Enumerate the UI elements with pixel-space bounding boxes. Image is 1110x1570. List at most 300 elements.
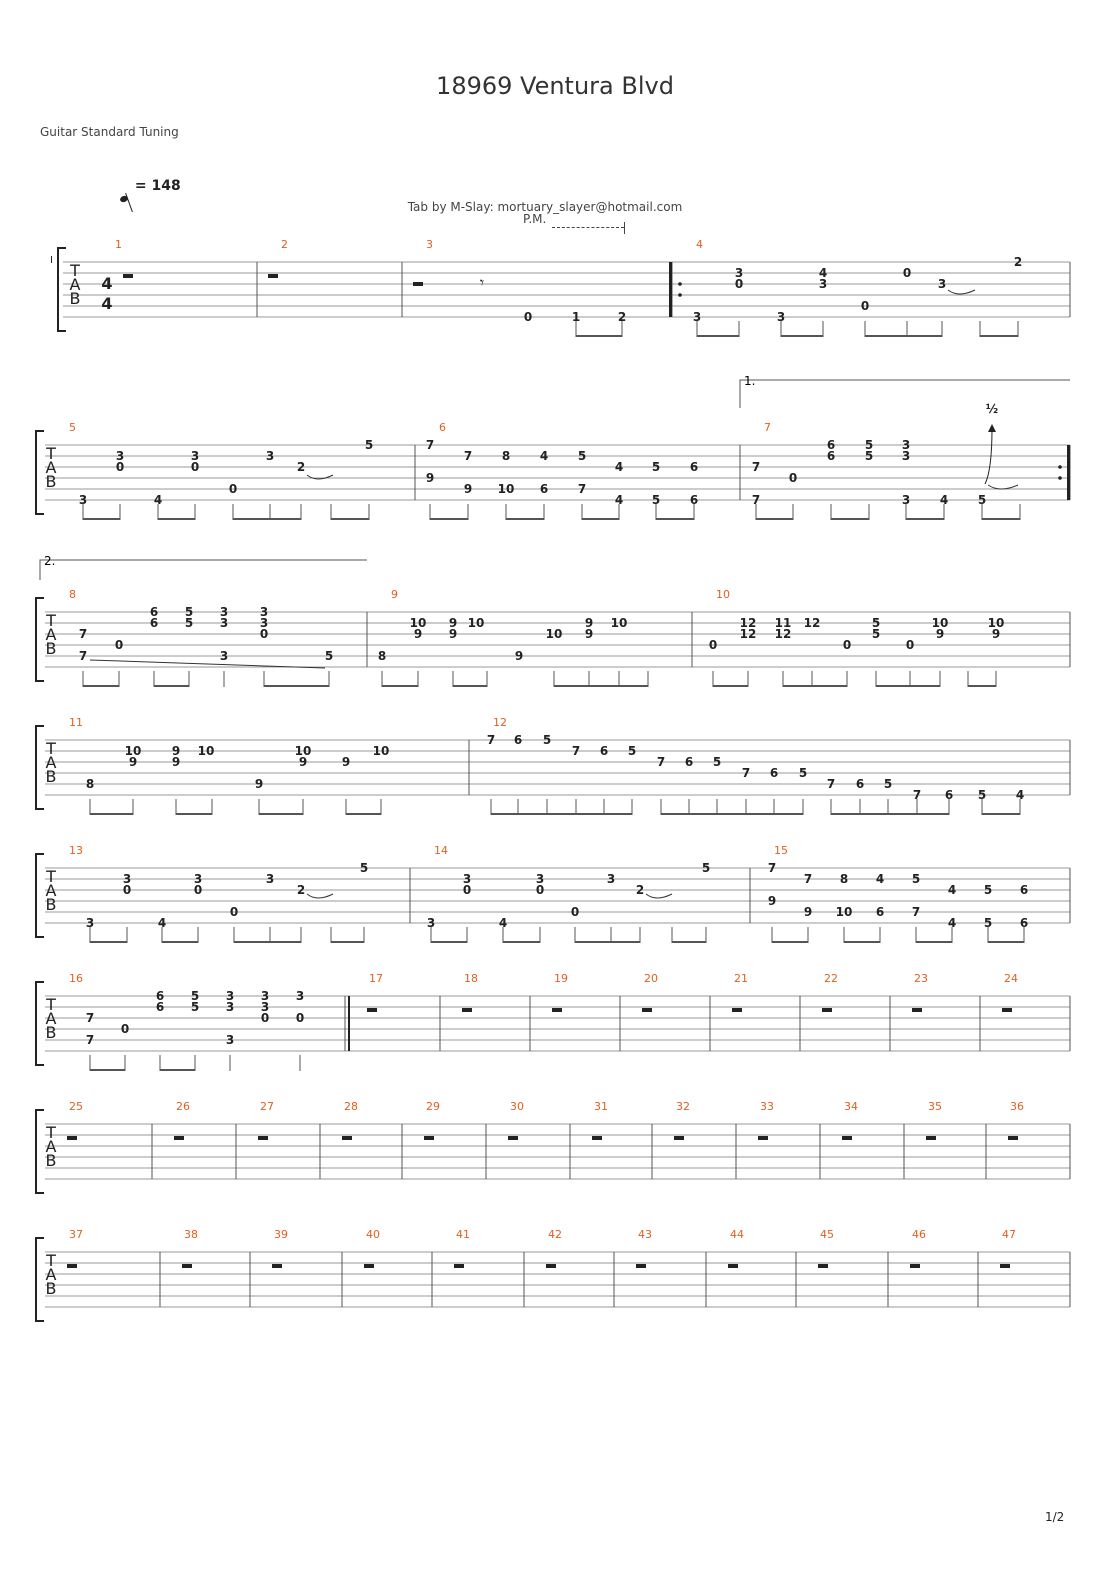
fret-number: 6 xyxy=(855,777,865,791)
fret-number: 9 xyxy=(298,755,308,769)
measure-number: 8 xyxy=(69,588,76,601)
track-label: I xyxy=(50,255,53,266)
note-beam xyxy=(90,813,133,815)
repeat-dot xyxy=(678,282,682,286)
repeat-thick-bar xyxy=(669,262,672,317)
fret-number: 5 xyxy=(871,627,881,641)
rest-mark xyxy=(413,282,423,286)
fret-number: 9 xyxy=(584,616,594,630)
fret-number: 6 xyxy=(1019,883,1029,897)
fret-number: 8 xyxy=(85,777,95,791)
note-beam xyxy=(83,685,119,687)
note-beam xyxy=(831,518,869,520)
rest-mark xyxy=(342,1136,352,1140)
fret-number: 12 xyxy=(803,616,821,630)
note-beam xyxy=(982,813,1020,815)
tab-clef-letter: B xyxy=(45,1151,57,1170)
note-beam xyxy=(331,941,364,943)
note-beam xyxy=(906,518,944,520)
measure-number: 5 xyxy=(69,421,76,434)
tab-clef-letter: A xyxy=(45,625,57,644)
fret-number: 5 xyxy=(184,616,194,630)
fret-number: 3 xyxy=(225,1000,235,1014)
fret-number: 5 xyxy=(184,605,194,619)
note-beam xyxy=(162,941,198,943)
fret-number: 2 xyxy=(296,883,306,897)
rest-mark xyxy=(1002,1008,1012,1012)
fret-number: 5 xyxy=(190,989,200,1003)
fret-number: 12 xyxy=(739,627,757,641)
palm-mute-label: P.M. xyxy=(523,212,547,226)
tab-clef-letter: T xyxy=(46,739,56,758)
fret-number: 0 xyxy=(535,883,545,897)
fret-number: 6 xyxy=(689,460,699,474)
note-beam xyxy=(176,813,212,815)
tab-credit: Tab by M-Slay: mortuary_slayer@hotmail.com xyxy=(407,200,683,214)
fret-number: 5 xyxy=(883,777,893,791)
volta-label-2: 2. xyxy=(44,554,56,568)
fret-number: 6 xyxy=(826,438,836,452)
note-beam xyxy=(90,1069,125,1071)
fret-number: 0 xyxy=(229,905,239,919)
measure-number: 38 xyxy=(184,1228,198,1241)
note-beam xyxy=(431,941,467,943)
note-beam xyxy=(865,335,942,337)
measure-number: 32 xyxy=(676,1100,690,1113)
fret-number: 9 xyxy=(448,627,458,641)
tab-clef-letter: B xyxy=(45,1023,57,1042)
fret-number: 6 xyxy=(539,482,549,496)
fret-number: 6 xyxy=(599,744,609,758)
note-beam xyxy=(980,335,1018,337)
fret-number: 3 xyxy=(776,310,786,324)
fret-number: 0 xyxy=(259,627,269,641)
fret-number: 4 xyxy=(818,266,828,280)
note-beam xyxy=(876,685,940,687)
rest-mark xyxy=(367,1008,377,1012)
tab-clef-letter: T xyxy=(46,867,56,886)
fret-number: 7 xyxy=(85,1033,95,1047)
fret-number: 5 xyxy=(651,493,661,507)
measure-number: 43 xyxy=(638,1228,652,1241)
volta-bracket-1 xyxy=(740,380,1070,408)
tuning-label: Guitar Standard Tuning xyxy=(40,125,179,139)
time-signature-top: 4 xyxy=(101,274,113,293)
fret-number: 7 xyxy=(425,438,435,452)
fret-number: 2 xyxy=(1013,255,1023,269)
fret-number: 6 xyxy=(513,733,523,747)
fret-number: 8 xyxy=(501,449,511,463)
fret-number: 3 xyxy=(219,616,229,630)
rest-mark xyxy=(910,1264,920,1268)
tab-clef-letter: B xyxy=(45,472,57,491)
tab-clef-letter: T xyxy=(46,1251,56,1270)
note-beam xyxy=(453,685,487,687)
fret-number: 0 xyxy=(114,638,124,652)
fret-number: 2 xyxy=(635,883,645,897)
note-beam xyxy=(844,941,880,943)
rest-mark xyxy=(818,1264,828,1268)
rest-mark xyxy=(123,274,133,278)
fret-number: 6 xyxy=(149,616,159,630)
tab-clef-letter: A xyxy=(45,1265,57,1284)
note-beam xyxy=(264,685,329,687)
rest-mark xyxy=(268,274,278,278)
fret-number: 12 xyxy=(774,627,792,641)
fret-number: 7 xyxy=(78,627,88,641)
system-bracket xyxy=(58,248,66,331)
fret-number: 3 xyxy=(937,277,947,291)
measure-number: 13 xyxy=(69,844,83,857)
fret-number: 0 xyxy=(570,905,580,919)
measure-number: 18 xyxy=(464,972,478,985)
note-beam xyxy=(756,518,793,520)
tab-clef-letter: B xyxy=(69,289,81,308)
fret-number: 3 xyxy=(219,605,229,619)
fret-number: 5 xyxy=(864,449,874,463)
tab-clef-letter: A xyxy=(45,881,57,900)
fret-number: 0 xyxy=(193,883,203,897)
fret-number: 10 xyxy=(610,616,628,630)
measure-number: 28 xyxy=(344,1100,358,1113)
rest-mark xyxy=(67,1136,77,1140)
note-beam xyxy=(233,518,301,520)
measure-number: 6 xyxy=(439,421,446,434)
fret-number: 6 xyxy=(155,989,165,1003)
note-beam xyxy=(988,941,1024,943)
note-beam xyxy=(503,941,540,943)
fret-number: 7 xyxy=(486,733,496,747)
tab-clef-letter: A xyxy=(69,275,81,294)
fret-number: 0 xyxy=(115,460,125,474)
measure-number: 12 xyxy=(493,716,507,729)
fret-number: 3 xyxy=(901,493,911,507)
fret-number: 3 xyxy=(692,310,702,324)
fret-number: 5 xyxy=(983,883,993,897)
tab-clef-letter: A xyxy=(45,1137,57,1156)
measure-number: 19 xyxy=(554,972,568,985)
fret-number: 4 xyxy=(939,493,949,507)
tab-clef-letter: T xyxy=(46,1123,56,1142)
volta-label-1: 1. xyxy=(744,374,756,388)
note-beam xyxy=(154,685,189,687)
rest-mark xyxy=(728,1264,738,1268)
system-bracket xyxy=(36,598,44,681)
tab-clef-letter: B xyxy=(45,767,57,786)
fret-number: 6 xyxy=(944,788,954,802)
rest-mark xyxy=(912,1008,922,1012)
rest-mark xyxy=(1008,1136,1018,1140)
measure-number: 41 xyxy=(456,1228,470,1241)
tab-clef-letter: A xyxy=(45,1009,57,1028)
note-beam xyxy=(234,941,301,943)
fret-number: 4 xyxy=(153,493,163,507)
measure-number: 9 xyxy=(391,588,398,601)
fret-number: 3 xyxy=(265,449,275,463)
measure-number: 34 xyxy=(844,1100,858,1113)
fret-number: 6 xyxy=(155,1000,165,1014)
rest-mark xyxy=(174,1136,184,1140)
fret-number: 3 xyxy=(606,872,616,886)
fret-number: 6 xyxy=(149,605,159,619)
fret-number: 0 xyxy=(122,883,132,897)
fret-number: 9 xyxy=(254,777,264,791)
fret-number: 5 xyxy=(977,493,987,507)
fret-number: 9 xyxy=(514,649,524,663)
fret-number: 5 xyxy=(911,872,921,886)
fret-number: 9 xyxy=(413,627,423,641)
measure-number: 44 xyxy=(730,1228,744,1241)
note-beam xyxy=(491,813,632,815)
rest-mark xyxy=(642,1008,652,1012)
fret-number: 5 xyxy=(651,460,661,474)
fret-number: 3 xyxy=(225,989,235,1003)
note-beam xyxy=(672,941,706,943)
fret-number: 3 xyxy=(426,916,436,930)
fret-number: 3 xyxy=(535,872,545,886)
song-title: 18969 Ventura Blvd xyxy=(436,72,674,100)
fret-number: 6 xyxy=(1019,916,1029,930)
repeat-dot xyxy=(1058,465,1062,469)
tie-arc xyxy=(646,894,672,898)
time-signature-bottom: 4 xyxy=(101,294,113,313)
fret-number: 5 xyxy=(712,755,722,769)
note-beam xyxy=(772,941,808,943)
note-beam xyxy=(554,685,648,687)
rest-mark xyxy=(258,1136,268,1140)
fret-number: 7 xyxy=(85,1011,95,1025)
note-beam xyxy=(576,335,622,337)
fret-number: 9 xyxy=(767,894,777,908)
fret-number: 9 xyxy=(448,616,458,630)
fret-number: 3 xyxy=(193,872,203,886)
note-beam xyxy=(259,813,303,815)
fret-number: 10 xyxy=(294,744,312,758)
measure-number: 39 xyxy=(274,1228,288,1241)
fret-number: 2 xyxy=(617,310,627,324)
bend-arrow-head xyxy=(988,424,996,432)
fret-number: 4 xyxy=(947,883,957,897)
measure-number: 45 xyxy=(820,1228,834,1241)
measure-number: 42 xyxy=(548,1228,562,1241)
fret-number: 7 xyxy=(751,493,761,507)
fret-number: 10 xyxy=(987,616,1005,630)
fret-number: 12 xyxy=(739,616,757,630)
fret-number: 4 xyxy=(1015,788,1025,802)
measure-number: 14 xyxy=(434,844,448,857)
fret-number: 5 xyxy=(190,1000,200,1014)
fret-number: 8 xyxy=(839,872,849,886)
fret-number: 10 xyxy=(545,627,563,641)
page-number: 1/2 xyxy=(1045,1510,1065,1524)
measure-number: 37 xyxy=(69,1228,83,1241)
fret-number: 7 xyxy=(656,755,666,769)
note-beam xyxy=(346,813,381,815)
measure-number: 15 xyxy=(774,844,788,857)
rest-mark xyxy=(508,1136,518,1140)
note-beam xyxy=(783,685,847,687)
note-beam xyxy=(982,518,1020,520)
fret-number: 5 xyxy=(359,861,369,875)
fret-number: 0 xyxy=(860,299,870,313)
tab-clef-letter: A xyxy=(45,458,57,477)
fret-number: 3 xyxy=(122,872,132,886)
rest-mark xyxy=(636,1264,646,1268)
fret-number: 4 xyxy=(947,916,957,930)
fret-number: 0 xyxy=(734,277,744,291)
rest-mark xyxy=(424,1136,434,1140)
note-beam xyxy=(697,335,739,337)
rest-mark xyxy=(758,1136,768,1140)
bend-amount: ½ xyxy=(985,402,999,416)
note-beam xyxy=(713,685,748,687)
system-bracket xyxy=(36,854,44,937)
rest-mark xyxy=(272,1264,282,1268)
fret-number: 5 xyxy=(577,449,587,463)
tab-clef-letter: B xyxy=(45,1279,57,1298)
tab-clef-letter: A xyxy=(45,753,57,772)
fret-number: 4 xyxy=(875,872,885,886)
fret-number: 7 xyxy=(577,482,587,496)
measure-number: 33 xyxy=(760,1100,774,1113)
fret-number: 4 xyxy=(614,493,624,507)
measure-number: 46 xyxy=(912,1228,926,1241)
fret-number: 5 xyxy=(871,616,881,630)
fret-number: 6 xyxy=(769,766,779,780)
system-bracket xyxy=(36,982,44,1065)
fret-number: 3 xyxy=(462,872,472,886)
fret-number: 4 xyxy=(614,460,624,474)
fret-number: 10 xyxy=(372,744,390,758)
fret-number: 4 xyxy=(157,916,167,930)
fret-number: 3 xyxy=(734,266,744,280)
tab-clef-letter: T xyxy=(46,995,56,1014)
note-beam xyxy=(582,518,619,520)
note-beam xyxy=(831,813,949,815)
measure-number: 29 xyxy=(426,1100,440,1113)
fret-number: 7 xyxy=(803,872,813,886)
repeat-dot xyxy=(678,293,682,297)
fret-number: 4 xyxy=(539,449,549,463)
tempo-value: = 148 xyxy=(134,178,181,194)
fret-number: 7 xyxy=(911,905,921,919)
note-beam xyxy=(968,685,996,687)
measure-number: 35 xyxy=(928,1100,942,1113)
rest-mark xyxy=(674,1136,684,1140)
fret-number: 0 xyxy=(523,310,533,324)
fret-number: 10 xyxy=(124,744,142,758)
rest-mark xyxy=(732,1008,742,1012)
measure-number: 26 xyxy=(176,1100,190,1113)
fret-number: 7 xyxy=(78,649,88,663)
measure-number: 16 xyxy=(69,972,83,985)
fret-number: 7 xyxy=(463,449,473,463)
measure-number: 36 xyxy=(1010,1100,1024,1113)
rest-mark xyxy=(462,1008,472,1012)
fret-number: 3 xyxy=(295,989,305,1003)
eighth-rest: 𝄾 xyxy=(479,273,485,292)
fret-number: 3 xyxy=(901,438,911,452)
fret-number: 5 xyxy=(798,766,808,780)
note-beam xyxy=(661,813,803,815)
fret-number: 4 xyxy=(498,916,508,930)
fret-number: 5 xyxy=(364,438,374,452)
note-beam xyxy=(382,685,418,687)
measure-number: 11 xyxy=(69,716,83,729)
rest-mark xyxy=(364,1264,374,1268)
system-bracket xyxy=(36,726,44,809)
measure-number: 20 xyxy=(644,972,658,985)
measure-number: 27 xyxy=(260,1100,274,1113)
tab-clef-letter: T xyxy=(46,611,56,630)
measure-number: 31 xyxy=(594,1100,608,1113)
fret-number: 9 xyxy=(171,744,181,758)
fret-number: 5 xyxy=(977,788,987,802)
fret-number: 2 xyxy=(296,460,306,474)
fret-number: 10 xyxy=(409,616,427,630)
rest-mark xyxy=(454,1264,464,1268)
tab-clef-letter: T xyxy=(70,261,80,280)
fret-number: 5 xyxy=(324,649,334,663)
fret-number: 9 xyxy=(803,905,813,919)
measure-number: 10 xyxy=(716,588,730,601)
fret-number: 9 xyxy=(341,755,351,769)
fret-number: 3 xyxy=(265,872,275,886)
fret-number: 0 xyxy=(905,638,915,652)
fret-number: 5 xyxy=(627,744,637,758)
fret-number: 8 xyxy=(377,649,387,663)
measure-number: 4 xyxy=(696,238,703,251)
fret-number: 0 xyxy=(120,1022,130,1036)
fret-number: 6 xyxy=(875,905,885,919)
system-bracket xyxy=(36,1110,44,1193)
fret-number: 5 xyxy=(542,733,552,747)
repeat-dot xyxy=(1058,476,1062,480)
measure-number: 25 xyxy=(69,1100,83,1113)
measure-number: 3 xyxy=(426,238,433,251)
note-beam xyxy=(160,1069,195,1071)
fret-number: 3 xyxy=(259,605,269,619)
fret-number: 3 xyxy=(78,493,88,507)
rest-mark xyxy=(67,1264,77,1268)
rest-mark xyxy=(182,1264,192,1268)
tie-arc xyxy=(988,485,1018,489)
rest-mark xyxy=(926,1136,936,1140)
fret-number: 5 xyxy=(701,861,711,875)
fret-number: 10 xyxy=(467,616,485,630)
fret-number: 3 xyxy=(260,989,270,1003)
rest-mark xyxy=(822,1008,832,1012)
measure-number: 24 xyxy=(1004,972,1018,985)
fret-number: 3 xyxy=(219,649,229,663)
fret-number: 0 xyxy=(228,482,238,496)
note-beam xyxy=(83,518,120,520)
note-beam xyxy=(781,335,823,337)
fret-number: 9 xyxy=(463,482,473,496)
measure-number: 21 xyxy=(734,972,748,985)
fret-number: 9 xyxy=(935,627,945,641)
fret-number: 7 xyxy=(767,861,777,875)
fret-number: 3 xyxy=(190,449,200,463)
rest-mark xyxy=(552,1008,562,1012)
note-beam xyxy=(656,518,694,520)
fret-number: 3 xyxy=(225,1033,235,1047)
repeat-thick-bar xyxy=(1067,445,1070,500)
note-beam xyxy=(506,518,544,520)
fret-number: 7 xyxy=(741,766,751,780)
fret-number: 0 xyxy=(462,883,472,897)
rest-mark xyxy=(546,1264,556,1268)
